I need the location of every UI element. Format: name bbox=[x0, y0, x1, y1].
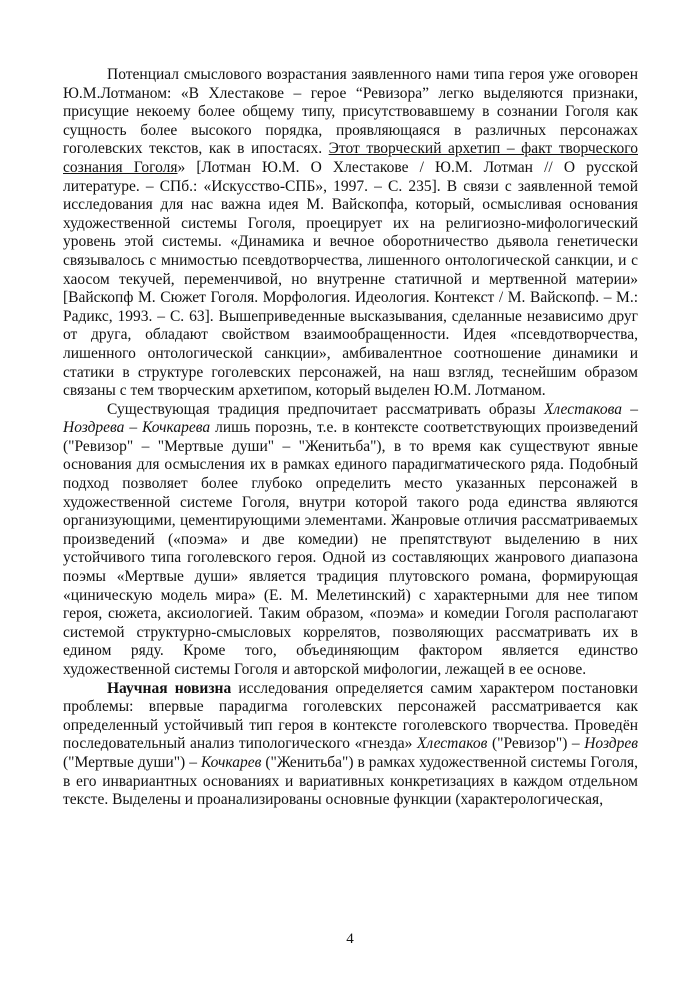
bold-heading-novelty: Научная новизна bbox=[107, 679, 232, 697]
paragraph-text: ("Ревизор") – bbox=[487, 735, 585, 753]
paragraph-text: Существующая традиция предпочитает рассматривать образы bbox=[107, 400, 544, 418]
paragraph-text: » [Лотман Ю.М. О Хлестакове / Ю.М. Лотман // О русской литературе. – СПб.: «Искусство-СПБ», 1997. – С. 235]. В связи с заявленной темой исследования для нас важна идея М. Вайскопфа, который, осмысливая основания художественной системы Гоголя, проецирует их на религиозно-мифологический уровень этой системы. «Динамика и вечное оборотничество дьявола генетически связывалось с мнимостью псевдотворчества, лишенного онтологической санкции, и с хаосом текучей, переменчивой, но внутренне статичной и мертвенной материи» [Вайскопф М. Сюжет Гоголя. Морфология. Идеология. Контекст / М. Вайскопф. – М.: Радикс, 1993. – С. 63]. Вышеприведенные высказывания, сделанные независимо друг от друга, обладают свойством взаимообращенности. Идея «псевдотворчества, лишенного онтологической санкции», амбивалентное соотношение динамики и статики в структуре гоголевских персонажей, на наш взгляд, теснейшим образом связаны с тем творческим архетипом, который выделен Ю.М. Лотманом. bbox=[63, 158, 638, 400]
body-text bbox=[63, 66, 638, 810]
paragraph-text: ("Мертвые души") – bbox=[63, 753, 201, 771]
paragraph-lotman bbox=[63, 66, 638, 401]
italic-name-kochkarev: Кочкарев bbox=[200, 753, 262, 771]
paragraph-text: Потенциал смыслового возрастания заявленного нами типа героя уже оговорен Ю.М.Лотманом: «В Хлестакове – герое “Ревизора” легко выделяются признаки, присущие некоему более общему типу, присутствовавшему в сознании Гоголя как сущность более высокого порядка, проявляющаяся в различных персонажах гоголевских текстов, как в ипостасях. bbox=[63, 66, 638, 158]
page-number: 4 bbox=[346, 931, 354, 947]
paragraph-novelty bbox=[63, 680, 638, 810]
italic-character-names: Хлестакова – Ноздрева – Кочкарева bbox=[63, 400, 639, 437]
paragraph-text: ("Женитьба") в рамках художественной системы Гоголя, в его инвариантных основаниях и вариативных конкретизациях в каждом отдельном тексте. Выделены и проанализированы основные функции (характерологическая, bbox=[63, 753, 638, 809]
paragraph-text: исследования определяется самим характером постановки проблемы: впервые парадигма гоголевских персонажей рассматривается как определенный устойчивый тип героя в контексте гоголевского творчества. Проведён последовательный анализ типологического «гнезда» bbox=[63, 679, 638, 753]
underlined-quote: Этот творческий архетип – факт творческого сознания Гоголя bbox=[63, 140, 638, 176]
paragraph-text: лишь порознь, т.е. в контексте соответствующих произведений ("Ревизор" – "Мертвые души" – "Женитьба"), в то время как существуют явные основания для осмысления их в рамках единого парадигматического ряда. Подобный подход позволяет более глубоко определить место указанных персонажей в художественной системе Гоголя, внутри которой такого рода единства являются организующими, цементирующими элементами. Жанровые отличия рассматриваемых произведений («поэма» и две комедии) не препятствуют выделению в них устойчивого типа гоголевского героя. Одной из составляющих жанрового диапазона поэмы «Мертвые души» является традиция плутовского романа, формирующая «циническую модель мира» (Е. М. Мелетинский) с характерными для нее типом героя, сюжета, аксиологией. Таким образом, «поэма» и комедии Гоголя располагают системой структурно-смысловых коррелятов, позволяющих рассматривать их в едином ряду. Кроме того, объединяющим фактором является единство художественной системы Гоголя и авторской мифологии, лежащей в ее основе. bbox=[63, 419, 638, 678]
italic-name-nozdrev: Ноздрев bbox=[584, 735, 638, 753]
paragraph-tradition bbox=[63, 401, 638, 680]
italic-name-khlestakov: Хлестаков bbox=[416, 735, 488, 753]
